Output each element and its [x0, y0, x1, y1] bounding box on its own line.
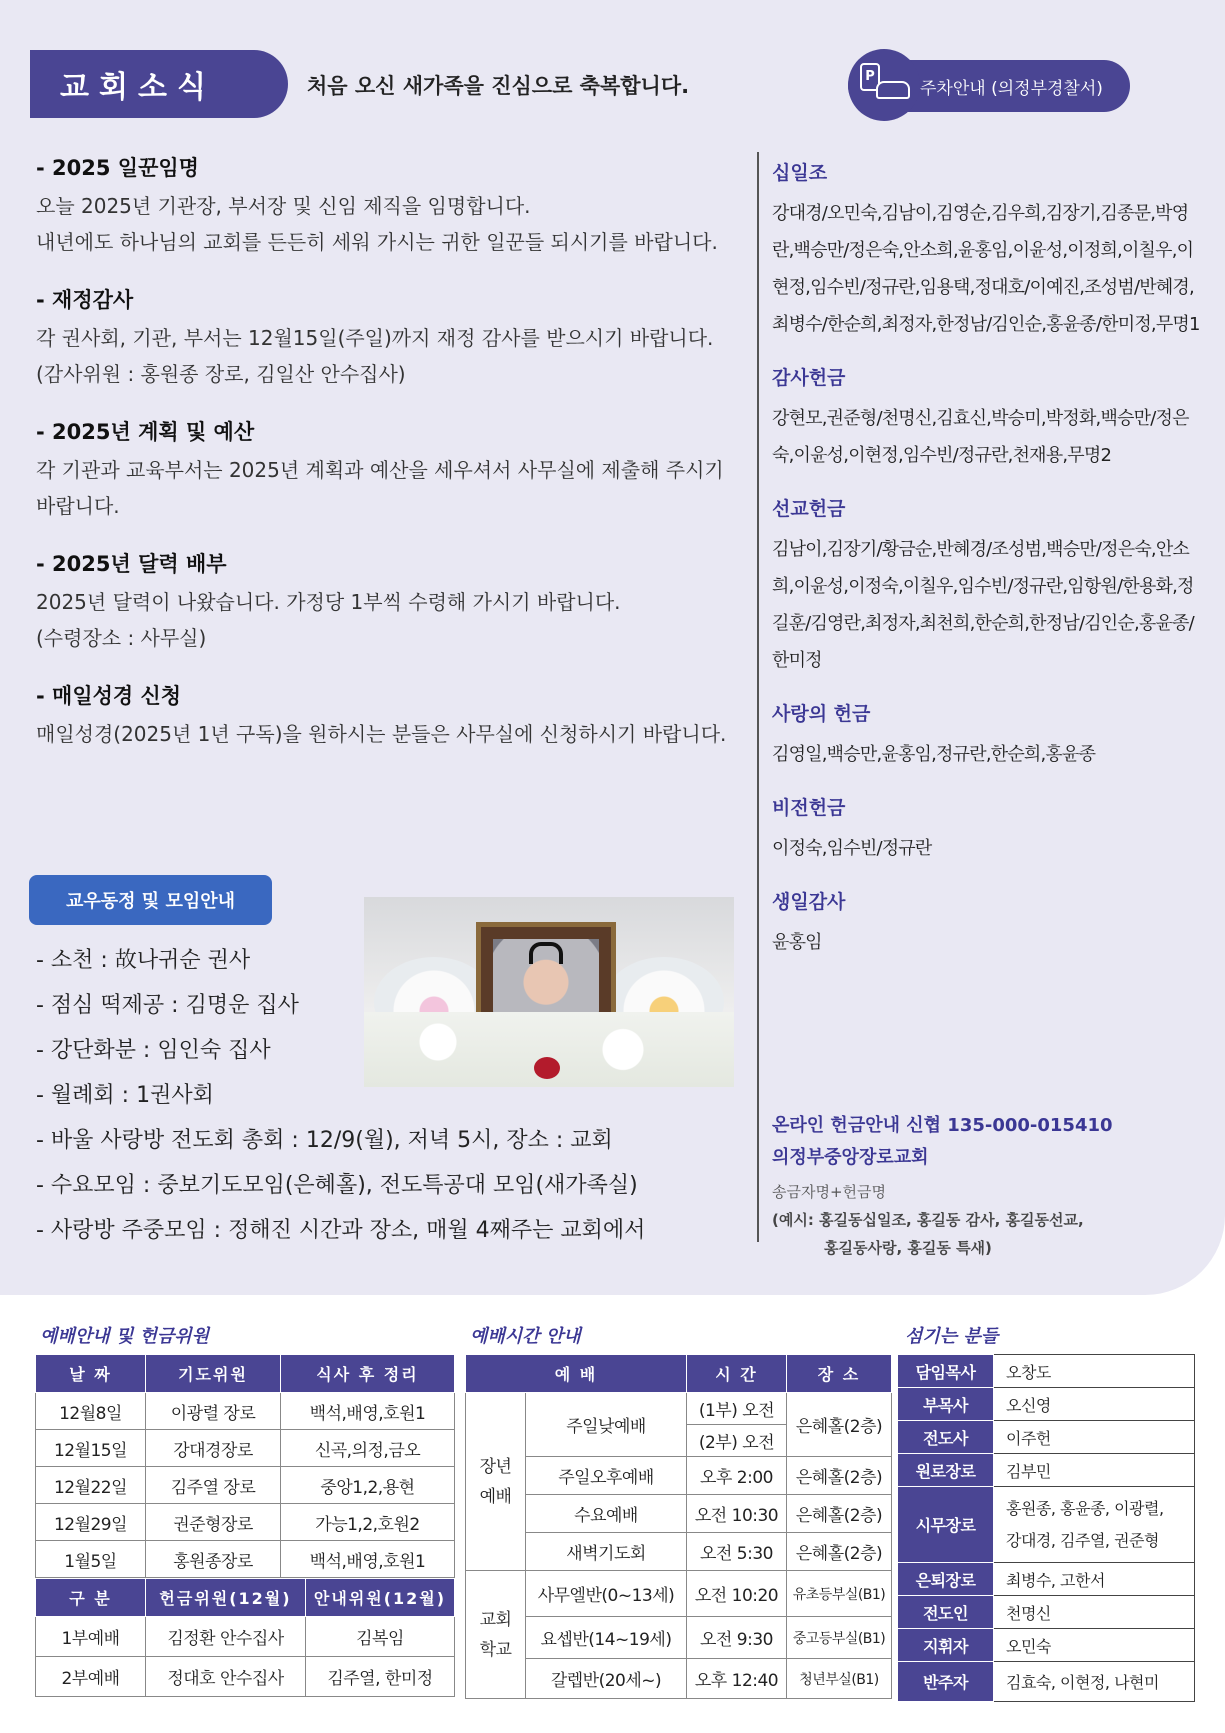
table-cell: 은혜홀(2층): [787, 1457, 892, 1495]
table-cell: 김정환 안수집사: [146, 1617, 306, 1657]
name-cell: 김효숙, 이현정, 나현미: [994, 1662, 1195, 1702]
news-list: [36, 152, 736, 776]
table-cell: 12월8일: [36, 1393, 146, 1430]
offering-section: [772, 494, 1202, 679]
col-header: 식사 후 정리: [281, 1355, 455, 1393]
table-row: [466, 1533, 892, 1571]
meeting-item: - 점심 떡제공 : 김명운 집사: [36, 993, 299, 1018]
offering-title: 감사헌금: [772, 367, 846, 389]
table-cell: 새벽기도회: [526, 1533, 687, 1571]
role-cell: 담임목사: [898, 1355, 994, 1388]
account-holder: 의정부중앙장로교회: [772, 1147, 929, 1168]
remitter-format: 송금자명+헌금명: [772, 1183, 886, 1201]
offering-names: 김남이,김장기/황금순,반혜경/조성범,백승만/정은숙,안소희,이윤성,이정숙,이칠우,임수빈/정규란,임항원/한용화,정길훈/김영란,최정자,최천희,한순희,한정남/김인순,홍윤종/한미정: [772, 539, 1194, 671]
news-body: 매일성경(2025년 1년 구독)을 원하시는 분들은 사무실에 신청하시기 바랍니다.: [36, 722, 727, 746]
name-cell: 오신영: [994, 1388, 1195, 1421]
col-header: 기도위원: [146, 1355, 281, 1393]
name-cell: 천명신: [994, 1596, 1195, 1629]
news-item: [36, 680, 736, 752]
table-cell: 12월22일: [36, 1467, 146, 1504]
col-header: 안내위원(12월): [306, 1579, 455, 1617]
group-cell: 교회 학교: [466, 1571, 526, 1699]
table-row: [36, 1430, 455, 1467]
table-cell: 수요예배: [526, 1495, 687, 1533]
meeting-item: - 수요모임 : 중보기도모임(은혜홀), 전도특공대 모임(새가족실): [36, 1173, 638, 1198]
table-row: [36, 1504, 455, 1541]
table-cell: 갈렙반(20세~): [526, 1659, 687, 1699]
parking-label: 주차안내 (의정부경찰서): [920, 78, 1103, 99]
table-row: [898, 1487, 1195, 1563]
table-cell: (2부) 오전: [687, 1425, 787, 1457]
meetings-list: [36, 938, 756, 1253]
news-title: - 매일성경 신청: [36, 684, 182, 708]
news-item: [36, 416, 736, 524]
table-cell: 오후 2:00: [687, 1457, 787, 1495]
table-cell: (1부) 오전: [687, 1393, 787, 1425]
table-cell: 은혜홀(2층): [787, 1393, 892, 1457]
table-cell: 2부예배: [36, 1657, 146, 1697]
name-cell: 이주헌: [994, 1421, 1195, 1454]
news-title: - 2025년 계획 및 예산: [36, 420, 255, 444]
offering-section: [772, 793, 1202, 867]
welcome-subtitle: 처음 오신 새가족을 진심으로 축복합니다.: [307, 74, 690, 98]
table-row: [898, 1662, 1195, 1702]
table-row: [466, 1495, 892, 1533]
role-cell: 은퇴장로: [898, 1563, 994, 1596]
online-offering-info: [772, 1110, 1212, 1262]
col-header: 시 간: [687, 1355, 787, 1393]
news-body: 오늘 2025년 기관장, 부서장 및 신임 제직을 임명합니다. 내년에도 하나님의 교회를 든든히 세워 가시는 귀한 일꾼들 되시기를 바랍니다.: [36, 194, 718, 254]
table-row: [36, 1657, 455, 1697]
table-row: [466, 1617, 892, 1659]
bank-account: 온라인 헌금안내 신협 135-000-015410: [772, 1115, 1113, 1136]
meeting-item: - 바울 사랑방 전도회 총회 : 12/9(월), 저녁 5시, 장소 : 교회: [36, 1128, 613, 1153]
table-row: [36, 1617, 455, 1657]
table-cell: 신곡,의정,금오: [281, 1430, 455, 1467]
role-cell: 부목사: [898, 1388, 994, 1421]
meeting-item: - 강단화분 : 임인숙 집사: [36, 1038, 271, 1063]
table-cell: 이광렬 장로: [146, 1393, 281, 1430]
table-cell: 1월5일: [36, 1541, 146, 1578]
meetings-badge: 교우동정 및 모임안내: [29, 875, 272, 925]
name-cell: 홍원종, 홍윤종, 이광렬, 강대경, 김주열, 권준형: [994, 1487, 1195, 1563]
usher-table: [35, 1578, 455, 1697]
col-header: 장 소: [787, 1355, 892, 1393]
remitter-example-cont: 홍길동사랑, 홍길동 특새): [824, 1239, 992, 1257]
table-cell: 중앙1,2,용현: [281, 1467, 455, 1504]
table-cell: 권준형장로: [146, 1504, 281, 1541]
table-cell: 오전 9:30: [687, 1617, 787, 1659]
table-cell: 백석,배영,호원1: [281, 1393, 455, 1430]
table-cell: 오전 10:20: [687, 1571, 787, 1617]
offering-section: [772, 887, 1202, 961]
table-row: [898, 1454, 1195, 1487]
table-row: [898, 1421, 1195, 1454]
table-row: [36, 1393, 455, 1430]
news-body: 각 권사회, 기관, 부서는 12월15일(주일)까지 재정 감사를 받으시기 바랍니다. (감사위원 : 홍원종 장로, 김일산 안수집사): [36, 326, 714, 386]
news-item: [36, 284, 736, 392]
remitter-example: (예시: 홍길동십일조, 홍길동 감사, 홍길동선교,: [772, 1211, 1084, 1229]
table-row: [466, 1571, 892, 1617]
schedule-title: 예배시간 안내: [470, 1326, 581, 1347]
name-cell: 오창도: [994, 1355, 1195, 1388]
role-cell: 전도인: [898, 1596, 994, 1629]
table-row: [898, 1563, 1195, 1596]
offering-list: [772, 158, 1202, 981]
table-row: [36, 1467, 455, 1504]
role-cell: 지휘자: [898, 1629, 994, 1662]
role-cell: 원로장로: [898, 1454, 994, 1487]
table-cell: 오전 5:30: [687, 1533, 787, 1571]
table-row: [36, 1541, 455, 1578]
table-cell: 1부예배: [36, 1617, 146, 1657]
meeting-item: - 소천 : 故나귀순 권사: [36, 948, 251, 973]
news-title: - 재정감사: [36, 288, 134, 312]
table-cell: 강대경장로: [146, 1430, 281, 1467]
table-cell: 김주열, 한미정: [306, 1657, 455, 1697]
table-cell: 홍원종장로: [146, 1541, 281, 1578]
meeting-item: - 사랑방 주중모임 : 정해진 시간과 장소, 매월 4째주는 교회에서: [36, 1218, 646, 1243]
table-row: [466, 1393, 892, 1425]
table-cell: 가능1,2,호원2: [281, 1504, 455, 1541]
news-body: 각 기관과 교육부서는 2025년 계획과 예산을 세우셔서 사무실에 제출해 주시기 바랍니다.: [36, 458, 724, 518]
news-title: - 2025년 달력 배부: [36, 552, 227, 576]
offering-title: 선교헌금: [772, 498, 846, 520]
news-body: 2025년 달력이 나왔습니다. 가정당 1부씩 수령해 가시기 바랍니다. (수령장소 : 사무실): [36, 590, 621, 650]
prayer-committee-table: [35, 1354, 455, 1578]
worship-schedule-table: [465, 1354, 892, 1699]
table-cell: 12월15일: [36, 1430, 146, 1467]
role-cell: 전도사: [898, 1421, 994, 1454]
news-item: [36, 548, 736, 656]
offering-title: 비전헌금: [772, 797, 846, 819]
offering-names: 김영일,백승만,윤홍임,정규란,한순희,홍윤종: [772, 744, 1096, 765]
col-header: 날 짜: [36, 1355, 146, 1393]
table-cell: 12월29일: [36, 1504, 146, 1541]
offering-title: 십일조: [772, 162, 828, 184]
worship-guide-title: 예배안내 및 헌금위원: [40, 1326, 210, 1347]
table-cell: 요셉반(14~19세): [526, 1617, 687, 1659]
table-row: [898, 1388, 1195, 1421]
servers-table: [897, 1354, 1195, 1702]
parking-car-icon: P: [848, 49, 920, 121]
offering-title: 생일감사: [772, 891, 846, 913]
news-title: - 2025 일꾼임명: [36, 156, 199, 180]
offering-names: 윤홍임: [772, 932, 822, 953]
col-header: 헌금위원(12월): [146, 1579, 306, 1617]
table-row: [898, 1596, 1195, 1629]
table-cell: 김주열 장로: [146, 1467, 281, 1504]
table-row: [466, 1457, 892, 1495]
page-title: 교회소식: [30, 50, 288, 118]
table-row: [466, 1659, 892, 1699]
table-cell: 김복임: [306, 1617, 455, 1657]
name-cell: 오민숙: [994, 1629, 1195, 1662]
offering-section: [772, 363, 1202, 474]
group-cell: 장년 예배: [466, 1393, 526, 1571]
offering-names: 강대경/오민숙,김남이,김영순,김우희,김장기,김종문,박영란,백승만/정은숙,안소희,윤홍임,이윤성,이정희,이칠우,이현정,임수빈/정규란,임용택,정대호/이예진,조성범/반혜경,최병수/한순희,최정자,한정남/김인순,홍윤종/한미정,무명1: [772, 203, 1200, 335]
offering-title: 사랑의 헌금: [772, 703, 871, 725]
offering-section: [772, 158, 1202, 343]
offering-section: [772, 699, 1202, 773]
table-cell: 유초등부실(B1): [787, 1571, 892, 1617]
name-cell: 최병수, 고한서: [994, 1563, 1195, 1596]
col-header: 예 배: [466, 1355, 687, 1393]
table-cell: 정대호 안수집사: [146, 1657, 306, 1697]
news-item: [36, 152, 736, 260]
table-cell: 중고등부실(B1): [787, 1617, 892, 1659]
column-divider: [757, 152, 759, 1242]
offering-names: 이정숙,임수빈/정규란: [772, 838, 932, 859]
table-cell: 주일낮예배: [526, 1393, 687, 1457]
table-row: [898, 1629, 1195, 1662]
table-cell: 오후 12:40: [687, 1659, 787, 1699]
table-cell: 주일오후예배: [526, 1457, 687, 1495]
table-cell: 은혜홀(2층): [787, 1495, 892, 1533]
table-cell: 오전 10:30: [687, 1495, 787, 1533]
table-cell: 청년부실(B1): [787, 1659, 892, 1699]
table-cell: 은혜홀(2층): [787, 1533, 892, 1571]
meeting-item: - 월례회 : 1권사회: [36, 1083, 214, 1108]
offering-names: 강현모,권준형/천명신,김효신,박승미,박정화,백승만/정은숙,이윤성,이현정,임수빈/정규란,천재용,무명2: [772, 408, 1189, 466]
role-cell: 반주자: [898, 1662, 994, 1702]
col-header: 구 분: [36, 1579, 146, 1617]
servers-title: 섬기는 분들: [905, 1326, 999, 1347]
table-row: [898, 1355, 1195, 1388]
table-cell: 사무엘반(0~13세): [526, 1571, 687, 1617]
table-cell: 백석,배영,호원1: [281, 1541, 455, 1578]
role-cell: 시무장로: [898, 1487, 994, 1563]
name-cell: 김부민: [994, 1454, 1195, 1487]
